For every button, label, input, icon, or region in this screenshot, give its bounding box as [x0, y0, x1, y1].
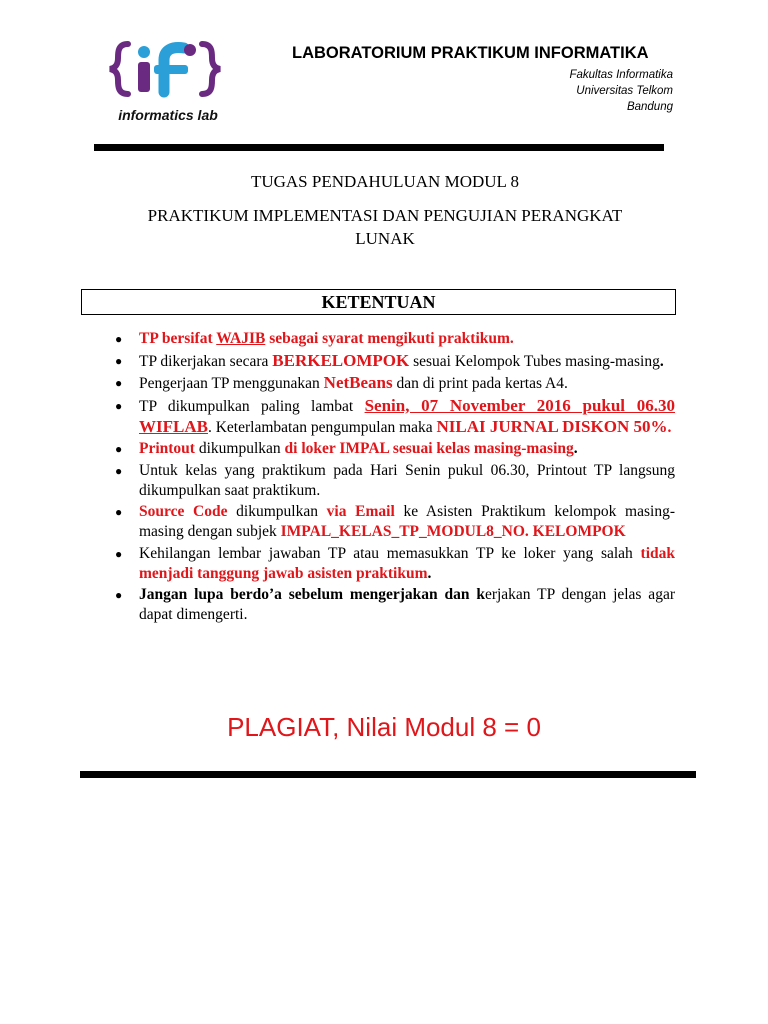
rule-text: .: [573, 440, 578, 457]
rule-text: .: [659, 352, 664, 370]
rule-emphasis: BERKELOMPOK: [272, 350, 410, 370]
rule-text: sesuai Kelompok Tubes masing-masing: [409, 352, 660, 370]
section-heading: KETENTUAN: [321, 292, 436, 312]
rule-text: .: [427, 564, 432, 582]
rule-text: Kehilangan lembar jawaban TP atau memasukkan TP ke loker yang salah: [139, 544, 641, 562]
rule-text: Untuk kelas yang praktikum pada Hari Senin pukul 06.30, Printout TP langsung dikumpulkan saat praktikum.: [139, 461, 675, 499]
rule-emphasis: tidak menjadi tanggung jawab asisten praktikum: [139, 544, 675, 582]
plagiarism-notice: PLAGIAT, Nilai Modul 8 = 0: [227, 712, 541, 742]
bullet-icon: ●: [115, 332, 123, 346]
list-item: [110, 351, 675, 372]
rule-emphasis: Printout: [139, 440, 195, 457]
rule-text: sebagai syarat mengikuti praktikum.: [265, 330, 514, 347]
logo-graphic-icon: [98, 38, 238, 128]
list-item: [110, 502, 675, 542]
logo-wordmark: informatics lab: [118, 107, 218, 123]
list-item: [110, 544, 675, 584]
bullet-icon: ●: [115, 442, 123, 456]
rule-text: TP dikumpulkan paling lambat: [139, 397, 365, 415]
list-item: [110, 461, 675, 501]
rule-text: erjakan TP dengan jelas agar dapat dimengerti.: [139, 586, 675, 623]
course-title-line1: PRAKTIKUM IMPLEMENTASI DAN PENGUJIAN PERANGKAT: [147, 206, 623, 225]
bullet-icon: ●: [115, 546, 123, 561]
bullet-icon: ●: [115, 463, 123, 478]
lab-title: LABORATORIUM PRAKTIKUM INFORMATIKA: [292, 44, 649, 62]
course-title-line2: LUNAK: [355, 229, 415, 248]
header-divider: [94, 144, 664, 151]
assignment-title: TUGAS PENDAHULUAN MODUL 8: [250, 172, 520, 191]
city-name: Bandung: [626, 101, 673, 113]
bullet-icon: ●: [115, 588, 123, 602]
rule-text: . Keterlambatan pengumpulan maka: [207, 418, 437, 436]
list-item: [110, 585, 675, 625]
rule-text: Pengerjaan TP menggunakan: [139, 375, 324, 392]
rule-text: .: [667, 418, 672, 436]
rule-emphasis: via Email: [326, 503, 395, 520]
rule-emphasis: Jangan lupa berdo’a sebelum mengerjakan dan k: [139, 586, 485, 603]
university-name: Universitas Telkom: [576, 85, 673, 97]
rule-emphasis: di loker IMPAL sesuai kelas masing-masing: [284, 440, 574, 457]
rule-deadline: Senin, 07 November 2016 pukul 06.30 WIFLAB: [139, 395, 675, 436]
list-item: [110, 396, 675, 438]
rule-emphasis: Source Code: [139, 503, 228, 520]
bullet-icon: ●: [115, 376, 123, 390]
list-item: [110, 439, 675, 459]
bullet-icon: ●: [115, 505, 123, 519]
footer-divider: [80, 771, 696, 778]
bullet-icon: ●: [115, 353, 123, 368]
rule-email-subject: IMPAL_KELAS_TP_MODUL8_NO. KELOMPOK: [280, 523, 626, 540]
rule-text: TP dikerjakan secara: [139, 352, 273, 370]
list-item: [110, 329, 675, 349]
informatics-lab-logo: [98, 38, 238, 128]
rule-text: ke Asisten Praktikum kelompok masing-masing dengan subjek: [139, 503, 675, 540]
rules-list: [110, 329, 675, 627]
rule-text: dikumpulkan: [194, 440, 285, 457]
rule-emphasis: NILAI JURNAL DISKON 50%: [436, 416, 668, 436]
section-heading-box: [81, 289, 676, 315]
rule-emphasis: NetBeans: [323, 373, 393, 392]
rule-text: dikumpulkan: [227, 503, 327, 520]
rule-text: dan di print pada kertas A4.: [392, 375, 568, 392]
list-item: [110, 373, 675, 394]
rule-text: TP bersifat: [139, 330, 217, 347]
faculty-name: Fakultas Informatika: [569, 69, 673, 81]
bullet-icon: ●: [115, 398, 123, 413]
rule-emphasis: WAJIB: [216, 330, 266, 347]
